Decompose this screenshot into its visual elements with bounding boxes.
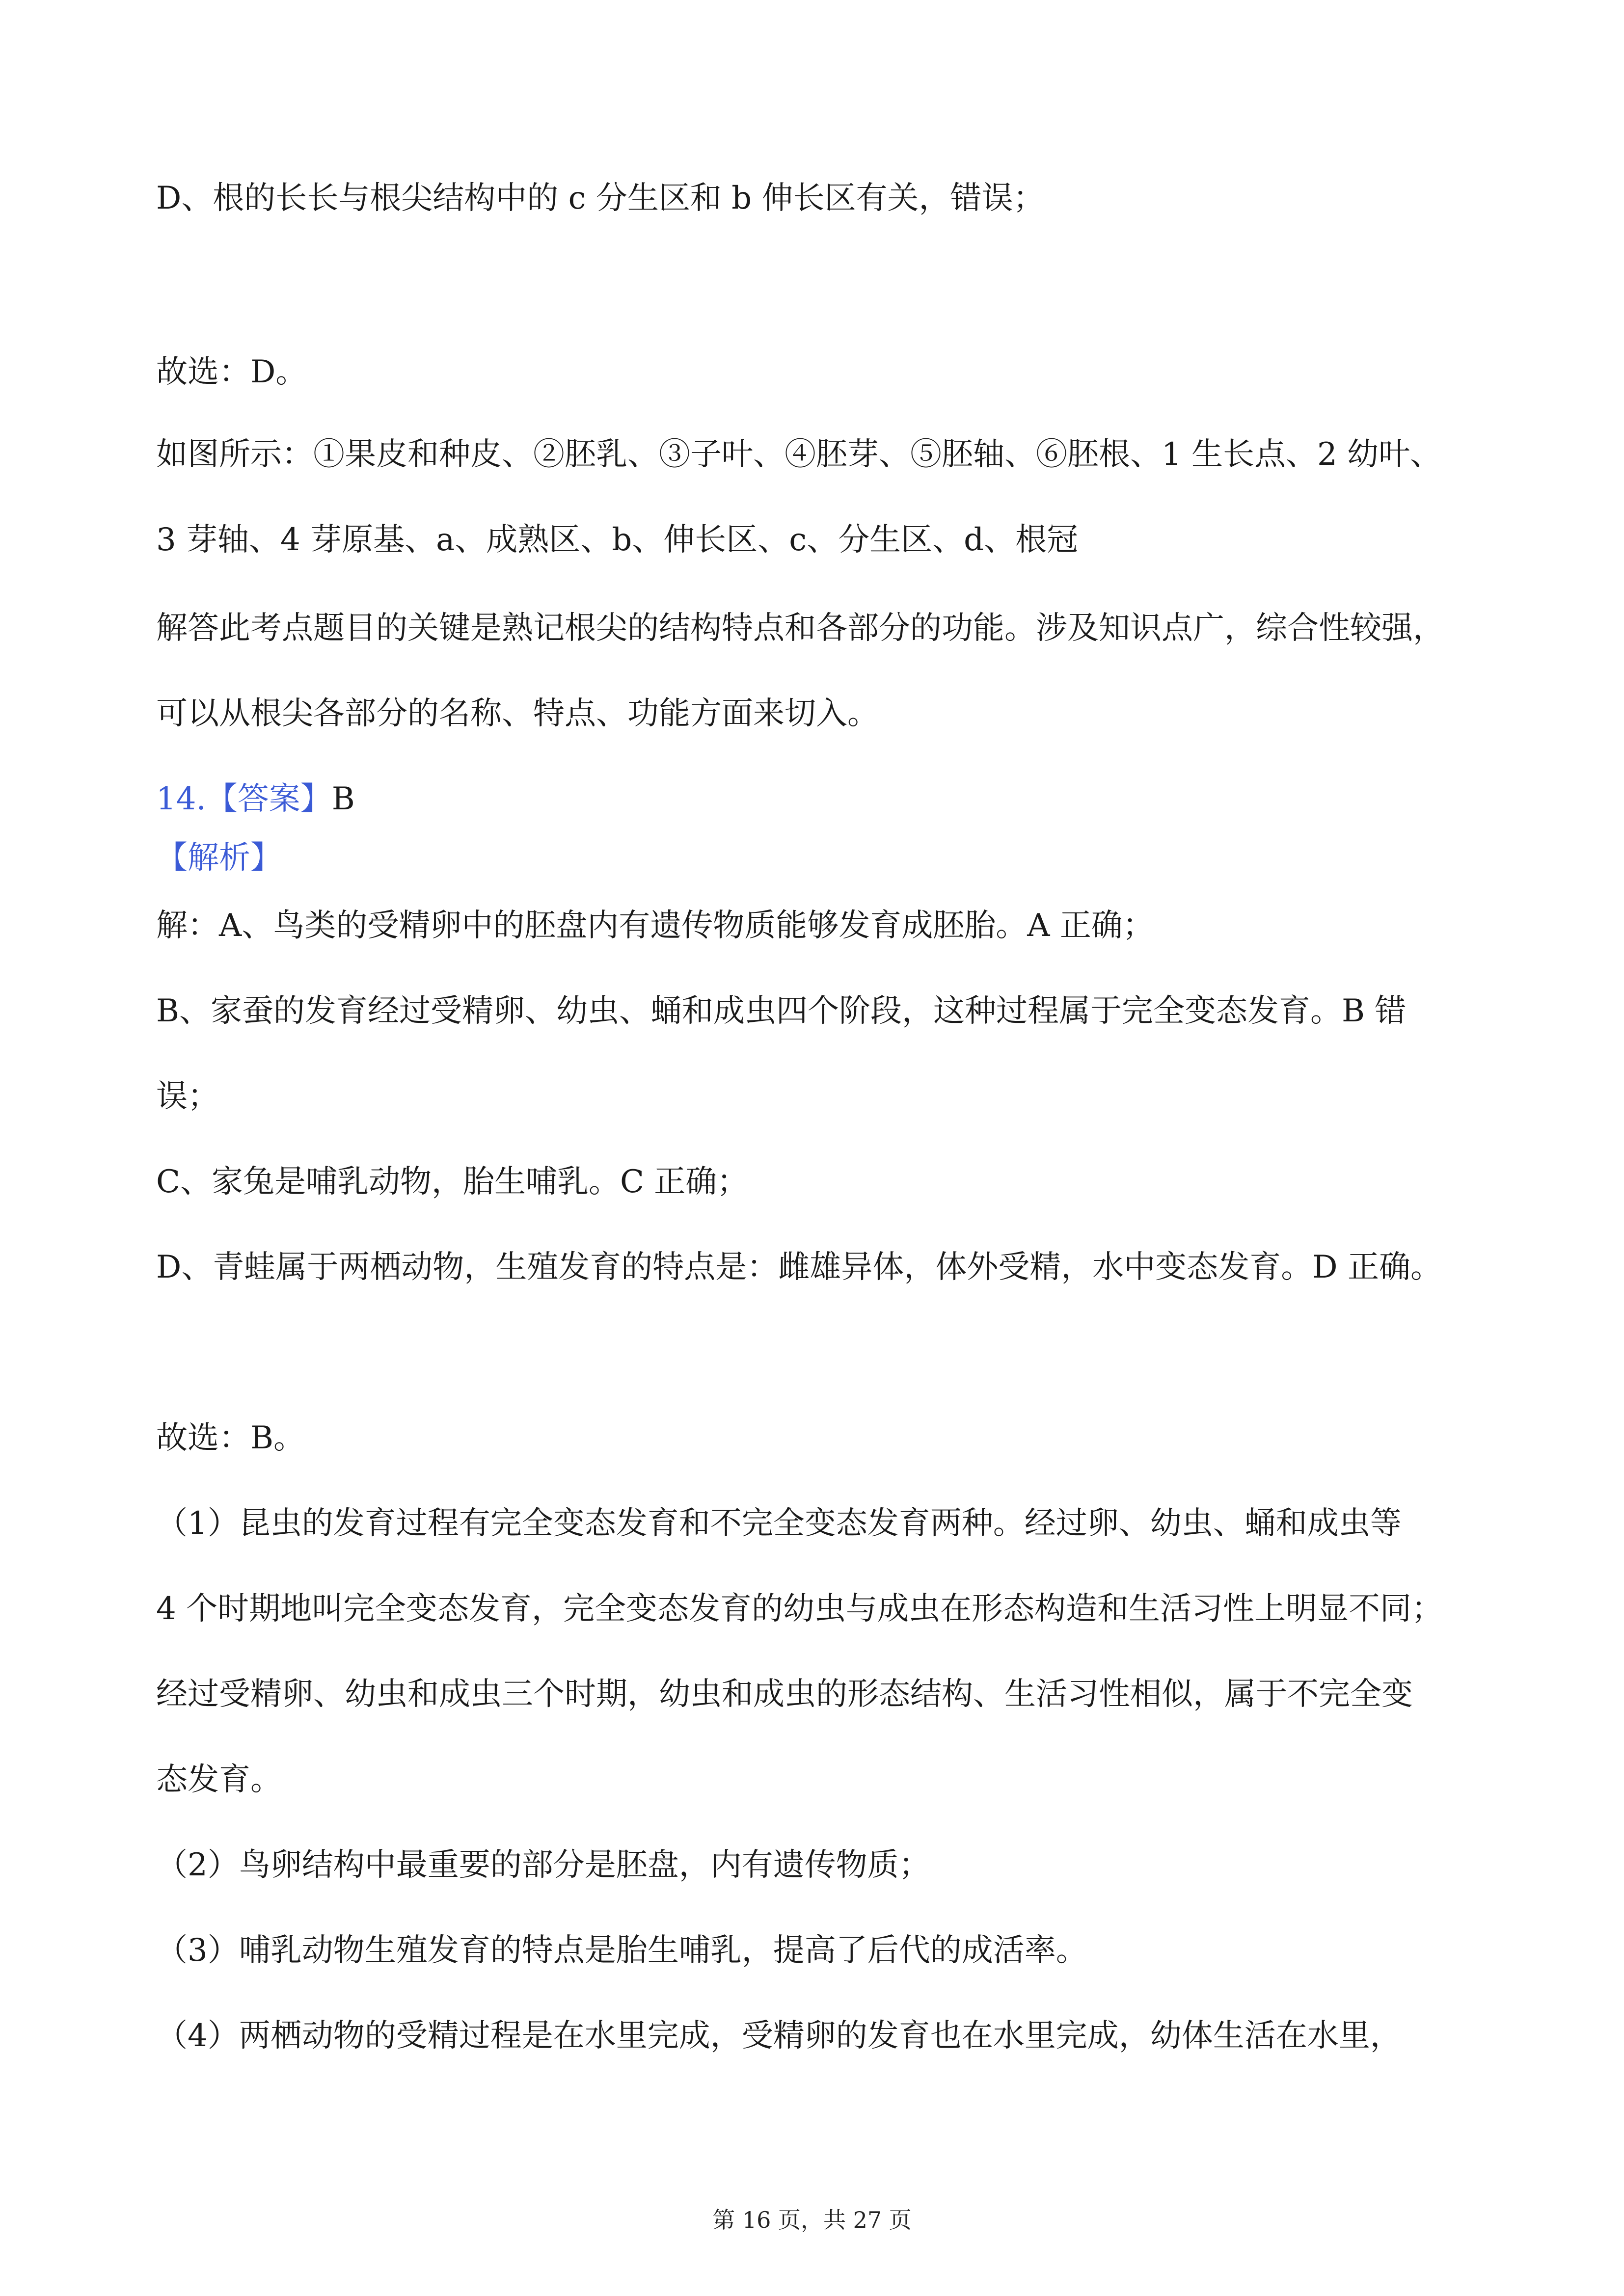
text-line: D、青蛙属于两栖动物，生殖发育的特点是：雌雄异体，体外受精，水中变态发育。D 正确。 [156,1249,1442,1285]
text-line: 4 个时期地叫完全变态发育，完全变态发育的幼虫与成虫在形态构造和生活习性上明显不同； [156,1591,1443,1627]
text-line: （4）两栖动物的受精过程是在水里完成，受精卵的发育也在水里完成，幼体生活在水里， [156,2018,1402,2054]
analysis-tag: 【解析】 [156,840,282,876]
text-line: D、根的长长与根尖结构中的 c 分生区和 b 伸长区有关，错误； [156,180,1045,216]
question-number: 14. [156,781,206,817]
text-line: 故选：B。 [156,1420,305,1456]
text-line: 可以从根尖各部分的名称、特点、功能方面来切入。 [156,695,879,732]
text-line: （2）鸟卵结构中最重要的部分是胚盘，内有遗传物质； [156,1847,930,1883]
text-line: （1）昆虫的发育过程有完全变态发育和不完全变态发育两种。经过卵、幼虫、蛹和成虫等 [156,1505,1402,1542]
text-line: 解答此考点题目的关键是熟记根尖的结构特点和各部分的功能。涉及知识点广，综合性较强， [156,610,1444,646]
text-line: B、家蚕的发育经过受精卵、幼虫、蛹和成虫四个阶段，这种过程属于完全变态发育。B 错 [156,993,1407,1029]
question-14-header [156,783,355,815]
text-line: 解：A、鸟类的受精卵中的胚盘内有遗传物质能够发育成胚胎。A 正确； [156,908,1154,944]
text-line: 误； [156,1078,219,1115]
text-line: 如图所示：①果皮和种皮、②胚乳、③子叶、④胚芽、⑤胚轴、⑥胚根、1 生长点、2 幼叶、 [156,436,1442,473]
text-line: （3）哺乳动物生殖发育的特点是胎生哺乳，提高了后代的成活率。 [156,1932,1087,1969]
page-footer: 第 16 页，共 27 页 [712,2207,912,2233]
text-line: 3 芽轴、4 芽原基、a、成熟区、b、伸长区、c、分生区、d、根冠 [156,522,1079,558]
text-line: C、家兔是哺乳动物，胎生哺乳。C 正确； [156,1164,749,1200]
answer-value: B [331,781,355,817]
answer-tag: 【答案】 [206,781,332,817]
text-line: 态发育。 [156,1762,282,1798]
text-line: 经过受精卵、幼虫和成虫三个时期，幼虫和成虫的形态结构、生活习性相似，属于不完全变 [156,1676,1413,1712]
text-line: 故选：D。 [156,354,307,390]
